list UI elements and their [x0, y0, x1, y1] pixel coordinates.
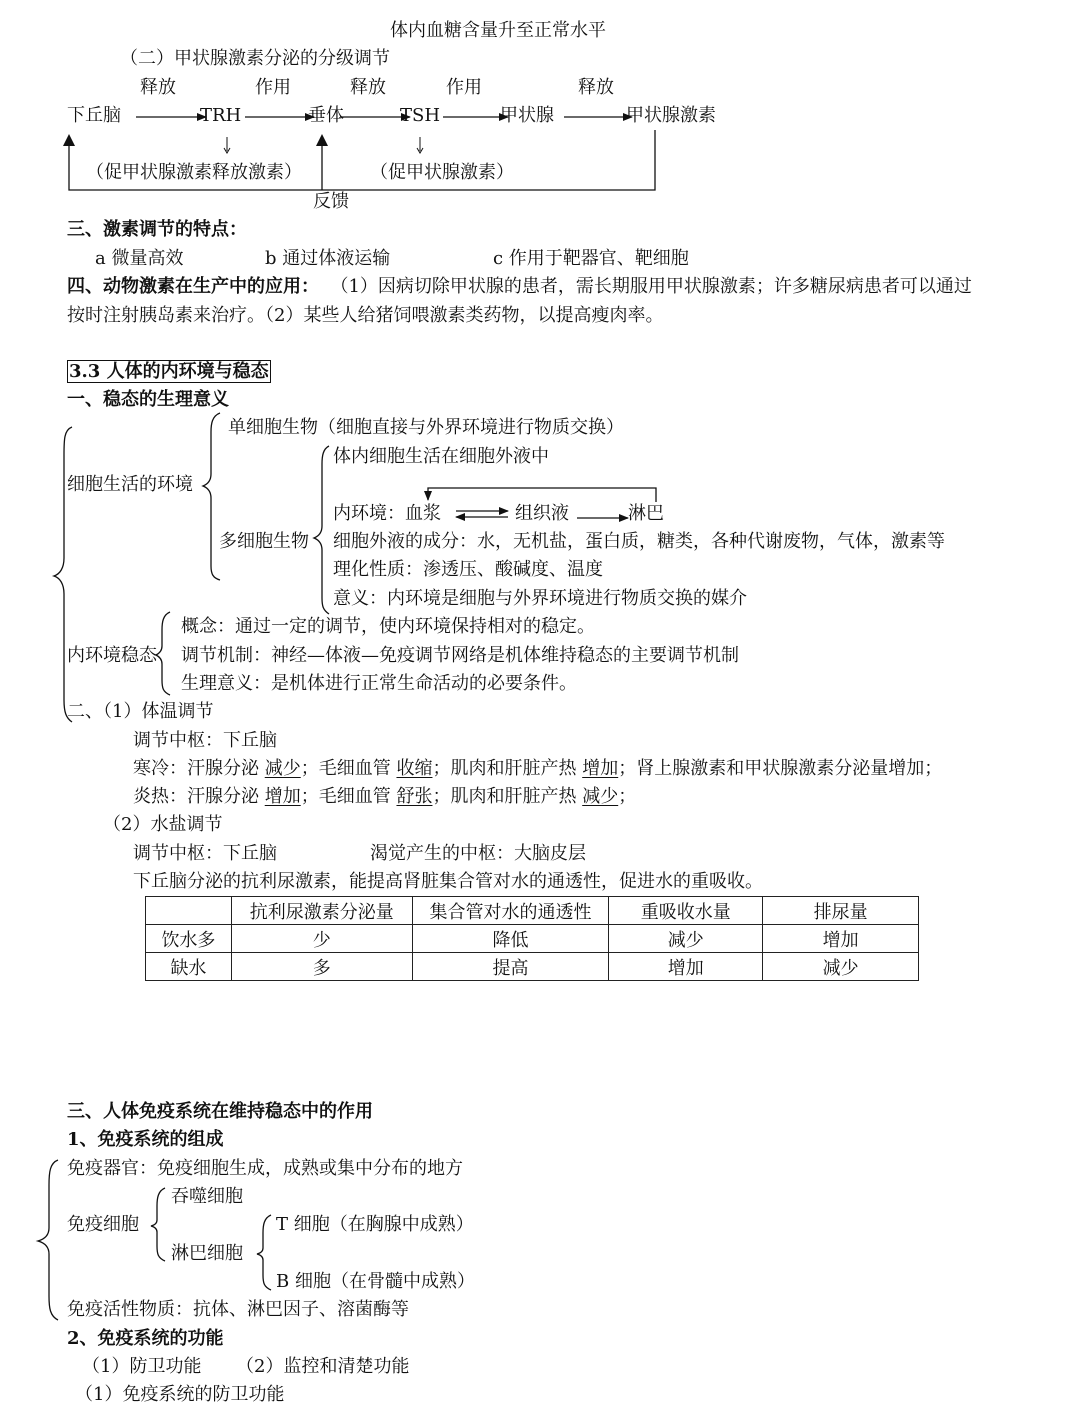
brace-main [54, 427, 72, 722]
immune-cells: 免疫细胞 [67, 1214, 139, 1235]
water-salt-heading: （2）水盐调节 [103, 814, 223, 835]
lymphocyte: 淋巴细胞 [171, 1243, 243, 1264]
homeostasis-significance: 生理意义：是机体进行正常生命活动的必要条件。 [181, 673, 577, 694]
hot-sweat-label: 炎热：汗腺分泌 [133, 786, 265, 807]
label-release-2: 释放 [350, 77, 386, 98]
hot-capillary-label: ；毛细血管 [300, 786, 397, 807]
label-act-1: 作用 [255, 77, 291, 98]
application-heading: 四、动物激素在生产中的应用： [67, 276, 319, 297]
feature-a: a 微量高效 [95, 248, 184, 269]
section-title-box: 3.3 人体的内环境与稳态 [69, 361, 269, 382]
multicellular: 多细胞生物 [219, 531, 309, 552]
node-trh: TRH [200, 105, 242, 126]
homeostasis-mechanism: 调节机制：神经—体液—免疫调节网络是机体维持稳态的主要调节机制 [181, 645, 739, 666]
thirst-center: 渴觉产生的中枢：大脑皮层 [370, 843, 586, 864]
node-hypothalamus: 下丘脑 [67, 105, 121, 126]
function-monitor: （2）监控和清楚功能 [236, 1356, 410, 1377]
arrow-lymph-plasma [428, 488, 656, 502]
cell-environment: 细胞生活的环境 [67, 474, 193, 495]
node-pituitary: 垂体 [308, 105, 344, 126]
immune-active-substances: 免疫活性物质：抗体、淋巴因子、溶菌酶等 [67, 1299, 409, 1320]
label-release-3: 释放 [578, 77, 614, 98]
brace-immune [38, 1160, 58, 1320]
table-header-cell: 重吸收水量 [609, 897, 763, 925]
hot-end-text: ； [618, 786, 637, 807]
physicochemical: 理化性质：渗透压、酸碱度、温度 [333, 559, 603, 580]
immune-composition: 1、免疫系统的组成 [67, 1129, 224, 1150]
lymph: 淋巴 [628, 503, 664, 524]
immune-organs: 免疫器官：免疫细胞生成，成熟或集中分布的地方 [67, 1158, 463, 1179]
feedback-label: 反馈 [313, 191, 349, 212]
adh-description: 下丘脑分泌的抗利尿激素，能提高肾脏集合管对水的通透性，促进水的重吸收。 [133, 871, 763, 892]
extracellular-fluid: 体内细胞生活在细胞外液中 [333, 446, 549, 467]
table-cell: 多 [231, 953, 412, 981]
table-cell: 缺水 [146, 953, 232, 981]
table-cell: 增加 [763, 925, 919, 953]
tissue-fluid: 组织液 [515, 503, 569, 524]
hot-heat-value: 减少 [582, 786, 619, 807]
b-cell: B 细胞（在骨髓中成熟） [276, 1271, 475, 1292]
homeostasis-concept: 概念：通过一定的调节，使内环境保持相对的稳定。 [181, 616, 595, 637]
temperature-center: 调节中枢：下丘脑 [133, 730, 277, 751]
inner-homeostasis: 内环境稳态 [67, 645, 157, 666]
trh-fullname: （促甲状腺激素释放激素） [86, 162, 302, 183]
brace-lymphocyte [257, 1215, 271, 1290]
node-tsh: TSH [400, 105, 441, 126]
top-line: 体内血糖含量升至正常水平 [390, 20, 606, 41]
table-cell: 增加 [609, 953, 763, 981]
table-cell: 减少 [609, 925, 763, 953]
table-header-cell: 抗利尿激素分泌量 [231, 897, 412, 925]
temperature-heading: 二、（1）体温调节 [67, 701, 214, 722]
node-thyroid-gland: 甲状腺 [500, 105, 554, 126]
cold-heat-label: ；肌肉和肝脏产热 [432, 758, 583, 779]
feature-b: b 通过体液运输 [265, 248, 391, 269]
brace-multicellular [314, 446, 329, 614]
brace-cell-env [203, 413, 220, 580]
inner-env-plasma: 内环境：血浆 [333, 503, 441, 524]
table-header-cell: 排尿量 [763, 897, 919, 925]
homeostasis-heading: 一、稳态的生理意义 [67, 389, 229, 410]
node-thyroid-hormone: 甲状腺激素 [626, 105, 716, 126]
label-release-1: 释放 [140, 77, 176, 98]
cold-sweat-value: 减少 [264, 758, 301, 779]
table-cell: 减少 [763, 953, 919, 981]
cold-sweat-label: 寒冷：汗腺分泌 [133, 758, 265, 779]
immune-heading: 三、人体免疫系统在维持稳态中的作用 [67, 1101, 373, 1122]
cold-hormone-text: ；肾上腺激素和甲状腺激素分泌量增加； [618, 758, 943, 779]
cold-heat-value: 增加 [582, 758, 619, 779]
fluid-components: 细胞外液的成分：水，无机盐，蛋白质，糖类，各种代谢废物，气体，激素等 [333, 531, 945, 552]
table-cell: 提高 [412, 953, 609, 981]
table-cell: 饮水多 [146, 925, 232, 953]
table-header-cell: 集合管对水的通透性 [412, 897, 609, 925]
brace-immune-cells [151, 1188, 165, 1261]
inner-env-meaning: 意义：内环境是细胞与外界环境进行物质交换的媒介 [333, 588, 747, 609]
immune-function-heading: 2、免疫系统的功能 [67, 1328, 224, 1349]
cold-capillary-value: 收缩 [396, 758, 433, 779]
application-text-1: （1）因病切除甲状腺的患者，需长期服用甲状腺激素；许多糖尿病患者可以通过 [330, 276, 972, 297]
label-act-2: 作用 [446, 77, 482, 98]
cold-capillary-label: ；毛细血管 [300, 758, 397, 779]
defense-heading: （1）免疫系统的防卫功能 [75, 1384, 285, 1405]
phagocyte: 吞噬细胞 [171, 1186, 243, 1207]
t-cell: T 细胞（在胸腺中成熟） [276, 1214, 474, 1235]
hot-heat-label: ；肌肉和肝脏产热 [432, 786, 583, 807]
unicellular: 单细胞生物（细胞直接与外界环境进行物质交换） [228, 417, 624, 438]
table-cell: 降低 [412, 925, 609, 953]
feedback-loop [69, 130, 655, 190]
hot-capillary-value: 舒张 [396, 786, 433, 807]
function-defense: （1）防卫功能 [82, 1356, 202, 1377]
application-line-2: 按时注射胰岛素来治疗。（2）某些人给猪饲喂激素类药物，以提高瘦肉率。 [67, 305, 664, 326]
hot-sweat-value: 增加 [264, 786, 301, 807]
water-salt-center: 调节中枢：下丘脑 [133, 843, 277, 864]
table-cell: 少 [231, 925, 412, 953]
features-heading: 三、激素调节的特点： [67, 219, 247, 240]
tsh-fullname: （促甲状腺激素） [370, 162, 514, 183]
thyroid-heading: （二）甲状腺激素分泌的分级调节 [120, 48, 390, 69]
brace-homeostasis [156, 612, 170, 695]
feature-c: c 作用于靶器官、靶细胞 [493, 248, 689, 269]
